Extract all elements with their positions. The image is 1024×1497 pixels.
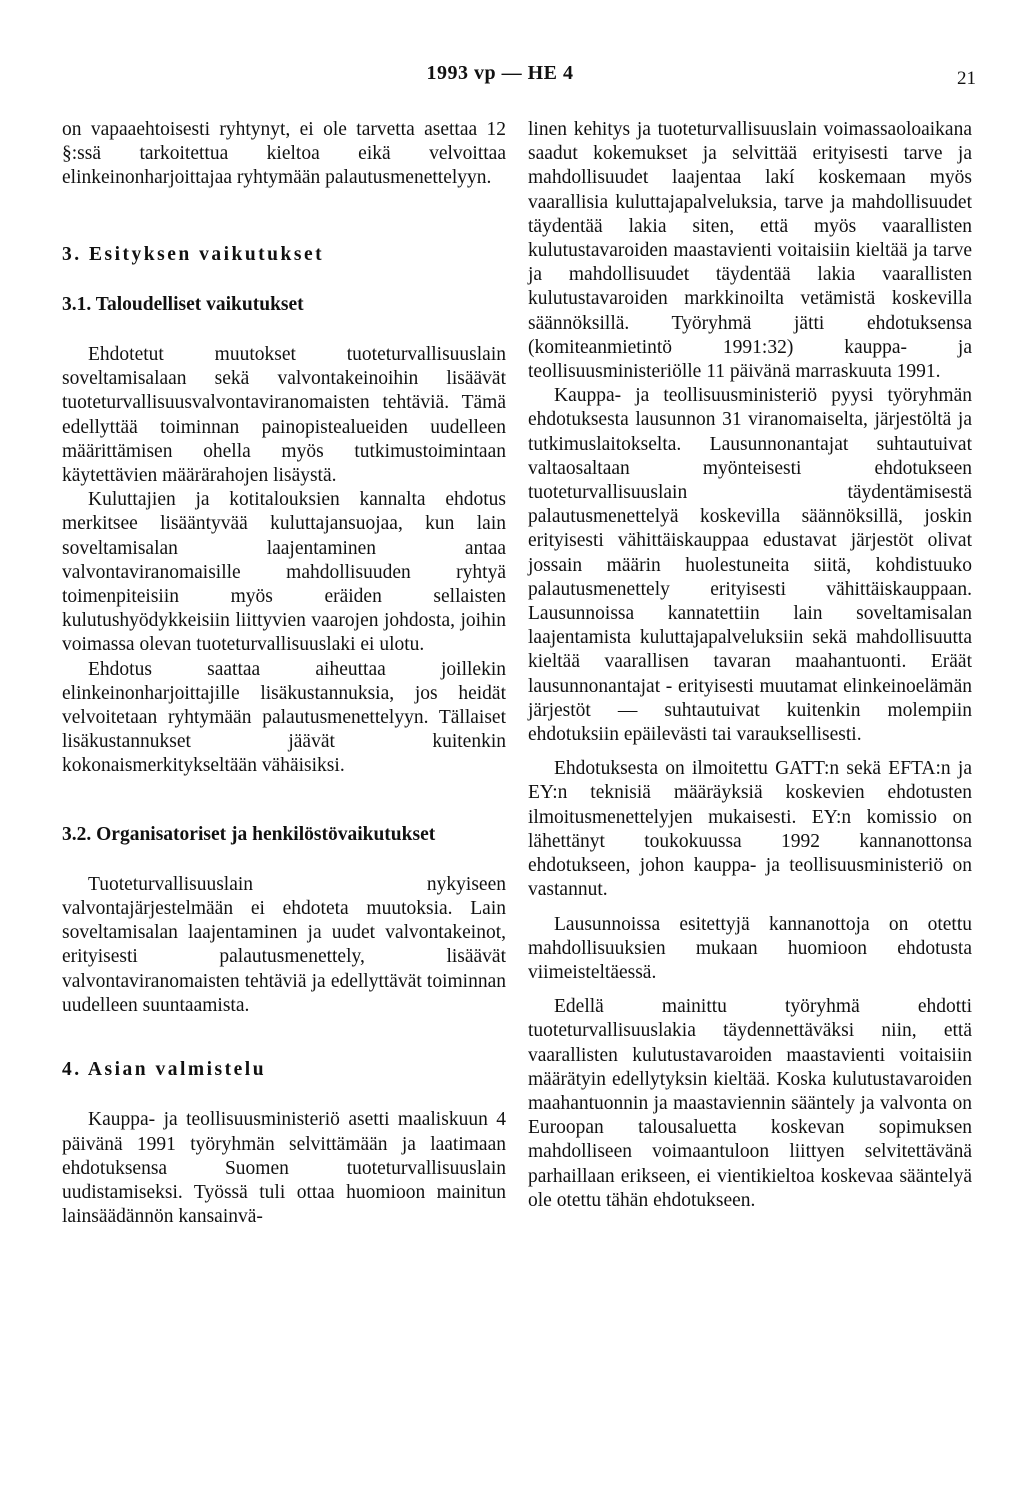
paragraph: linen kehitys ja tuoteturvallisuuslain voimassaoloaikana saadut kokemukset ja selvittää erityisesti tarve ja mahdollisuudet laajentaa lakí koskemaan myös vaarallisia kuluttajapalveluksia, tarve ja mahdollisuudet täydentää lakia siten, että myös vaarallisten kulutustavaroiden maastavienti voitaisiin kieltää ja tarve ja mahdollisuudet täydentää lakia vaarallisten kulutustavaroiden markkinoilta vetämistä koskevilla säännöksillä. Työryhmä jätti ehdotuksensa (komiteanmietintö 1991:32) kauppa- ja teollisuusministeriölle 11 päivänä marraskuuta 1991. xyxy=(528,119,972,383)
section-heading-4: 4. Asian valmistelu xyxy=(62,1059,267,1081)
paragraph: Tuoteturvallisuuslain nykyiseen valvontajärjestelmään ei ehdoteta muutoksia. Lain soveltamisalan laajentaminen ja uudet valvontakeinot, erityisesti palautusmenettely, lisäävät valvontaviranomaisten tehtäviä ja edellyttävät toiminnan uudelleen suuntaamista. xyxy=(62,873,506,1016)
paragraph: Lausunnoissa esitettyjä kannanottoja on otettu mahdollisuuksien mukaan huomioon ehdotusta viimeisteltäessä. xyxy=(528,913,972,983)
paragraph: Ehdotuksesta on ilmoitettu GATT:n sekä EFTA:n ja EY:n teknisiä määräyksiä koskevien ehdotusten ilmoitusmenettelyjen mukaisesti. EY:n komissio on lähettänyt toukokuussa 1992 kannanottonsa ehdotukseen, johon kauppa- ja teollisuusministeriö on vastannut. xyxy=(528,758,972,901)
running-head: 1993 vp — HE 4 xyxy=(426,62,574,84)
paragraph: Edellä mainittu työryhmä ehdotti tuoteturvallisuuslakia täydennettäväksi niin, että vaarallisten kulutustavaroiden maastavienti voitaisiin määrätyin edellytyksin kieltää. Koska kulutustavaroiden maahantuonnin ja maastaviennin sääntely ja valvonta on Euroopan talousaluetta koskevan sopimuksen mahdolliseen voimaantuloon liittyen selvitettävänä parhaillaan erikseen, ei vientikieltoa koskevaa sääntelyä ole otettu tähän ehdotukseen. xyxy=(528,996,972,1211)
paragraph: Ehdotetut muutokset tuoteturvallisuuslain soveltamisalaan sekä valvontakeinoihin lisäävät tuoteturvallisuusvalvontaviranomaisten tehtäviä. Tämä edellyttää toiminnan painopistealueiden uudelleen määrittämisen ohella myös tutkimustoimintaan käytettävien määrärahojen lisäystä. xyxy=(62,344,506,487)
section-heading-3-2: 3.2. Organisatoriset ja henkilöstövaikutukset xyxy=(62,823,436,845)
paragraph: on vapaaehtoisesti ryhtynyt, ei ole tarvetta asettaa 12 §:ssä tarkoitettua kieltoa eikä velvoittaa elinkeinonharjoittajaa ryhtymään palautusmenettelyyn. xyxy=(62,119,506,189)
section-heading-3: 3. Esityksen vaikutukset xyxy=(62,243,325,265)
right-column xyxy=(528,118,972,1213)
page-number: 21 xyxy=(957,68,976,89)
left-column xyxy=(62,118,506,1229)
paragraph: Ehdotus saattaa aiheuttaa joillekin elinkeinonharjoittajille lisäkustannuksia, jos heidät velvoitetaan ryhtymään palautusmenettelyyn. Tällaiset lisäkustannukset jäävät kuitenkin kokonaismerkitykseltään vähäisiksi. xyxy=(62,658,506,777)
paragraph: Kauppa- ja teollisuusministeriö pyysi työryhmän ehdotuksesta lausunnon 31 viranomaiselta, järjestöltä ja tutkimuslaitokselta. Lausunnonantajat suhtautuivat valtaosaltaan myönteisesti ehdotukseen tuoteturvallisuuslain täydentämisestä palautusmenettelyä koskevilla säännöksillä, joskin erityisesti vähittäiskauppaa edustavat järjestöt olivat jossain määrin huolestuneita siitä, kohdistuuko palautusmenettely erityisesti vähittäiskauppaan. Lausunnoissa kannatettiin lain soveltamisalan laajentamista kuluttajapalveluksiin sekä mahdollisuutta kieltää vaarallisen tavaran maahantuonti. Eräät lausunnonantajat - erityisesti muutamat elinkeinoelämän järjestöt — suhtautuivat kuitenkin molempiin ehdotuksiin epäilevästi tai varauksellisesti. xyxy=(528,385,972,746)
paragraph: Kauppa- ja teollisuusministeriö asetti maaliskuun 4 päivänä 1991 työryhmän selvittämään ja laatimaan ehdotuksensa Suomen tuoteturvallisuuslain uudistamiseksi. Työssä tuli ottaa huomioon mainitun lainsäädännön kansainvä- xyxy=(62,1109,506,1228)
section-heading-3-1: 3.1. Taloudelliset vaikutukset xyxy=(62,293,304,315)
paragraph: Kuluttajien ja kotitalouksien kannalta ehdotus merkitsee lisääntyvää kuluttajansuojaa, kun lain soveltamisalan laajentaminen antaa valvontaviranomaisille mahdollisuuden ryhtyä toimenpiteisiin myös eräiden sellaisten kulutushyödykkeisiin liittyvien vaarojen johdosta, joihin voimassa olevan tuoteturvallisuuslaki ei ulotu. xyxy=(62,489,506,656)
page-header xyxy=(0,62,1024,96)
